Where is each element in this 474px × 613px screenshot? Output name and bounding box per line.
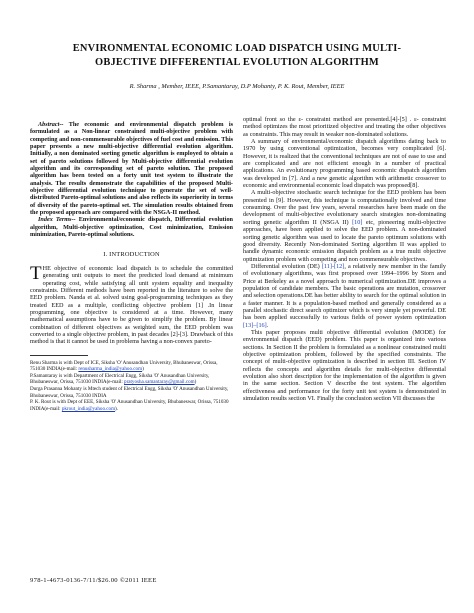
index-terms-text: Environmental/economic dispatch, Differential evolution algorithm, Multi-objective optimization, Cost minimization, Emission minimization, Pareto-optimal solutions. — [30, 216, 233, 239]
email-link[interactable]: pkrout_india@yahoo.com — [61, 405, 116, 412]
body-paragraph — [243, 189, 446, 262]
section-heading-introduction: I. INTRODUCTION — [103, 250, 160, 258]
abstract-text: The economic and environmental dispatch problem is formulated as a Non-linear constrained multi-objective problem with competing and non-commensurable objectives of fuel cost and emission. This paper presents a new multi-objective differential evolution algorithm. Initially, a non dominated sorting genetic algorithm is employed to obtain a set of pareto solutions followed by Multi-objective differential evolution algorithm and its corresponding set of pareto solution. The proposed algorithm has been tested on a forty unit test system to illustrate the analysis. The results demonstrate the capabilities of the proposed Multi-objective differential evolution technique to generate the set of well-distributed Pareto-optimal solutions and also reflects its superiority in terms of diversity of the pareto-optimal set. The simulation results obtained from the proposed approach are compared with the NSGA-II method. — [30, 121, 233, 217]
footnote-text: Renu Sharma is with Dept of ICE, Siksha 'O' Anusandhan University, Bhubaneswar, Orissa, 751030 INDIA(e-mail: — [30, 359, 218, 373]
citation-link[interactable]: [11]-[12] — [321, 262, 345, 270]
footnote-tail: ) — [194, 379, 197, 386]
left-column — [30, 121, 233, 412]
footnote-item — [30, 399, 233, 412]
footnote-tail: ) — [142, 366, 144, 373]
footnote-tail: ). — [115, 405, 119, 412]
footnotes — [30, 360, 233, 413]
paper-title — [40, 42, 434, 70]
email-link[interactable]: pratyosha.samantaray@gmail.com — [124, 379, 195, 386]
footnote-item — [30, 360, 233, 373]
body-text: Differential evolution (DE) — [251, 262, 322, 270]
body-paragraph: This paper proposes multi objective differential evolution (MODE) for environmental dispatch (EED) problem. This paper is organized into various sections. In Section II the problem is formulated as a nonlinear constrained multi objective optimization problem, followed by the specified constraints. The concept of multi-objective optimization is described in section III. Section IV reflects the concepts and algorithm details for multi-objective differential evolution also short description for the implementation of the algorithm is given in the same section. Section V describe the test system. The algorithm effectiveness and performance for the forty unit test system is demonstrated in simulation results section VI. Finally the conclusion section VII discusses the — [243, 328, 446, 403]
email-link[interactable]: renusharma_india@yahoo.com — [78, 366, 143, 373]
footnote-text: P. K. Rout is with Dept of EEE, Siksha 'O' Anusandhan University, Bhubaneswar, Orissa, 751030 INDIA(e-mail: — [30, 399, 229, 412]
body-text: etc, pioneering multi-objective approaches, have been applied to solve the EED problem. A non-dominated sorting genetic algorithm was used to locate the pareto optimum solutions with good diversity. Recently Non-dominated Sorting algorithm II was applied to handle dynamic economic emission dispatch problem as a true multi objective optimization problem with competing and non commensurable objectives. — [243, 218, 446, 263]
right-column — [243, 116, 446, 402]
title-line-1: ENVIRONMENTAL ECONOMIC LOAD DISPATCH USING MULTI- — [72, 43, 402, 54]
footnote-text: P.Samantaray is with Department of Electrical Engg, Siksha 'O' Anusandhan University, Bhubaneswar, Orissa, 751030 INDIA(e-mail: — [30, 372, 210, 386]
author-list: R. Sharma , Member, IEEE, P.Samantaray, D.P Mohanty, P. K. Rout, Member, IEEE — [129, 83, 345, 90]
footnote-item — [30, 386, 233, 399]
footnote-divider — [30, 355, 88, 356]
body-paragraph — [243, 263, 446, 329]
body-paragraph: optimal front so the ε- constraint method are presented.[4]-[5] . ε- constraint method optimizes the most prioritized objective and treating the other objectives as constraints. This may result in weaker non-dominated solutions. — [243, 116, 446, 138]
citation-link[interactable]: [13]–[16] — [243, 321, 267, 329]
abstract — [30, 121, 233, 216]
isbn-copyright: 978-1-4673-0136-7/11/$26.00 ©2011 IEEE — [30, 577, 157, 584]
footnote-item — [30, 373, 233, 386]
body-text: , a relatively new member in the family of evolutionary algorithms, was first proposed over 1994–1996 by Storn and Price at Berkeley as a novel approach to numerical optimization.DE improves a population of candidate members. The basic operations are mutation, crossover and selection operations.DE has better ability to search for the optimal solution in a faster manner. It is a population-based method and generally considered as a parallel stochastic direct search optimizer which is very simple yet powerful. DE has been applied successfully to various fields of power system optimization — [243, 262, 446, 322]
drop-cap: T — [30, 262, 42, 284]
citation-link[interactable]: [10] — [352, 218, 363, 226]
index-terms-label: Index Terms-- — [38, 216, 76, 224]
abstract-label: Abstract-- — [38, 121, 64, 128]
title-line-2: OBJECTIVE DIFFERENTIAL EVOLUTION ALGORITHM — [95, 57, 379, 68]
intro-paragraph — [30, 262, 233, 346]
body-text: . — [266, 321, 269, 329]
intro-text: HE objective of economic load dispatch is to schedule the committed generating unit outputs to meet the predicted load demand at minimum operating cost, while satisfying all unit system equality and inequality constraints. Different methods have been reported in the literature to solve the EED problem. Nanda et al. solved using goal-programming techniques as they treated EED as a multiple, conflicting objective problem [1] .In linear programming, one objective is considered at a time. However, many mathematical assumptions have to be given to simplify the problem. By linear combination of different objectives as weighted sum, the EED problem was converted to a single objective problem, in past decades [2]-[3]. Drawback of this method is that it cannot be used in problems having a non-convex pareto- — [30, 264, 233, 346]
index-terms — [30, 216, 233, 238]
footnote-text: Durga Prasanna Mohanty is Mtech student of Electrical Engg, Siksha 'O' Anusandhan University, Bhubaneswar, Orissa, 751030 INDIA — [30, 386, 229, 399]
body-paragraph: A summary of environmental/economic dispatch algorithms dating back to 1970 by using conventional optimization, becomes very complicated [6]. However, it is realized that the conventional techniques are not of ease to use and are complicated and are not efficient enough in a number of practical applications. An evolutionary programming based economic dispatch algorithm was developed in [7]. And a new genetic algorithm with arithmetic crossover to economic and environmental economic load dispatch was proposed[8]. — [243, 138, 446, 190]
body-text: A multi-objective stochastic search technique for the EED problem has been presented in [9]. However, this technique is computationally involved and time consuming. Over the past few years, several researches have been made on the development of multi-objective evolutionary search strategies non-dominating sorting genetic algorithm II (NSGA II) — [243, 189, 446, 226]
